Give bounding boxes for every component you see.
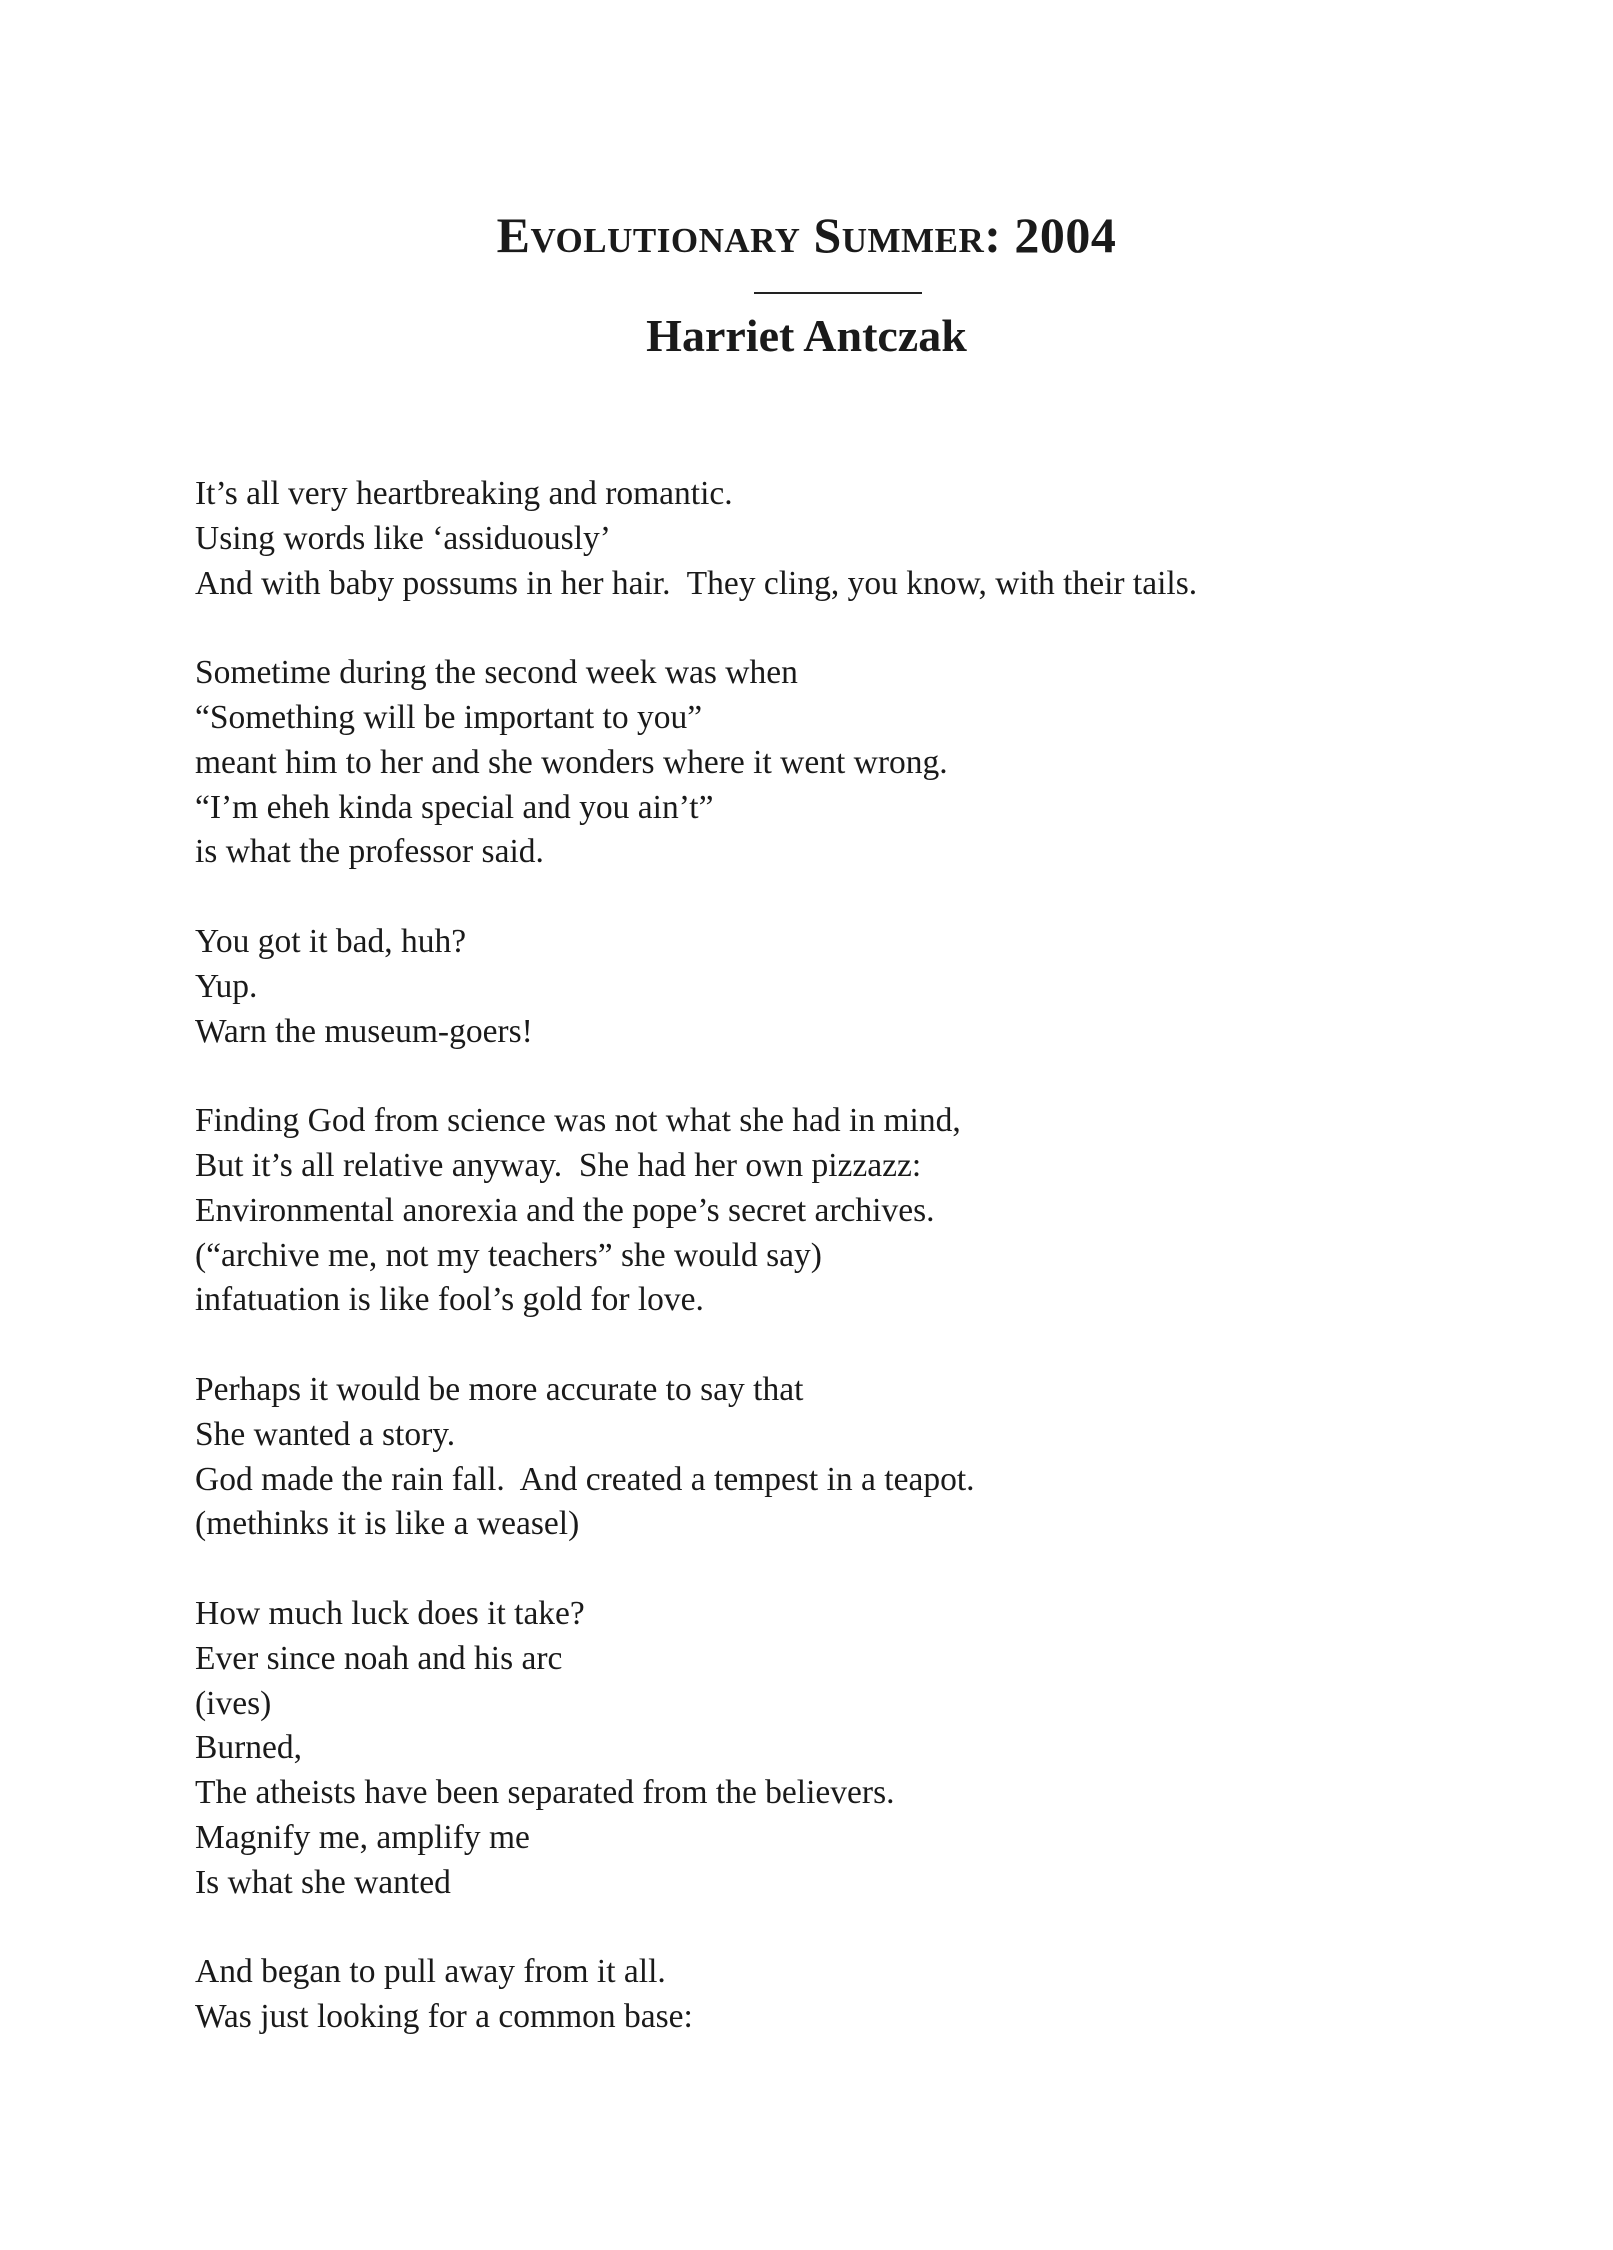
poem-line: Burned, <box>195 1729 302 1767</box>
stanza <box>195 1950 1495 2040</box>
poem-line: Sometime during the second week was when <box>195 654 798 692</box>
poem-line: God made the rain fall. And created a tempest in a teapot. <box>195 1460 975 1498</box>
poem-line: is what the professor said. <box>195 833 544 871</box>
poem-line: (ives) <box>195 1684 272 1722</box>
poem-line: Was just looking for a common base: <box>195 1998 693 2036</box>
poem-line: Is what she wanted <box>195 1863 451 1901</box>
poem-line: Using words like ‘assiduously’ <box>195 519 611 557</box>
poem-line: Magnify me, amplify me <box>195 1818 530 1856</box>
poem-line: But it’s all relative anyway. She had her own pizzazz: <box>195 1146 922 1184</box>
poem-line: The atheists have been separated from the believers. <box>195 1774 895 1812</box>
title-divider <box>754 292 922 294</box>
poem-line: meant him to her and she wonders where it went wrong. <box>195 743 948 781</box>
poem-line: (“archive me, not my teachers” she would say) <box>195 1236 822 1274</box>
poem-line: Finding God from science was not what she had in mind, <box>195 1102 961 1140</box>
poem-line: infatuation is like fool’s gold for love. <box>195 1281 704 1319</box>
poem-line: Perhaps it would be more accurate to say that <box>195 1370 804 1408</box>
poem-line: Ever since noah and his arc <box>195 1639 563 1677</box>
poem-line: Yup. <box>195 967 258 1005</box>
poem-line: It’s all very heartbreaking and romantic. <box>195 475 733 512</box>
poem-line: Warn the museum-goers! <box>195 1012 533 1050</box>
poem-line: You got it bad, huh? <box>195 922 467 960</box>
poem-line: How much luck does it take? <box>195 1594 585 1632</box>
poem-line: “Something will be important to you” <box>195 698 703 736</box>
poem-line: Environmental anorexia and the pope’s secret archives. <box>195 1191 935 1229</box>
poem-line: She wanted a story. <box>195 1415 456 1453</box>
poem-line: “I’m eheh kinda special and you ain’t” <box>195 788 714 826</box>
stanza <box>195 1099 1495 1323</box>
poem-line: And began to pull away from it all. <box>195 1953 666 1991</box>
stanza <box>195 920 1495 1054</box>
poem-line: And with baby possums in her hair. They cling, you know, with their tails. <box>195 564 1198 602</box>
poem-body <box>195 472 1495 2085</box>
stanza <box>195 1592 1495 1906</box>
poem-author: Harriet Antczak <box>646 310 967 361</box>
poem-line: (methinks it is like a weasel) <box>195 1505 580 1543</box>
stanza <box>195 651 1495 875</box>
stanza <box>195 472 1495 606</box>
poem-title: Evolutionary Summer: 2004 <box>496 207 1117 263</box>
stanza <box>195 1368 1495 1547</box>
